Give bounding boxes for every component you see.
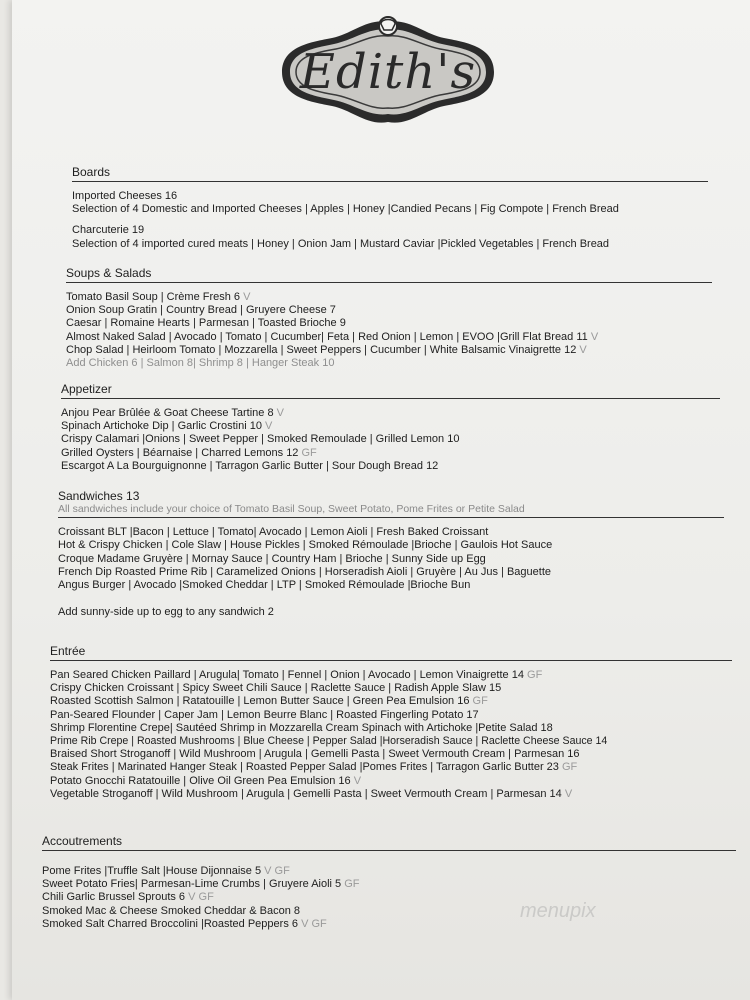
diet-tag: GF (561, 761, 578, 774)
diet-tag: V (579, 343, 587, 356)
menu-line: Croque Madame Gruyère | Mornay Sauce | Country Ham | Brioche | Sunny Side up Egg (58, 552, 486, 565)
menu-line: Prime Rib Crepe | Roasted Mushrooms | Blue Cheese | Pepper Salad |Horseradish Sauce | Raclette Cheese Sauce 14 (50, 735, 608, 748)
brand-name: Edith's (299, 44, 477, 100)
menu-line: Roasted Scottish Salmon | Ratatouille | Lemon Butter Sauce | Green Pea Emulsion 16 GF (50, 695, 488, 708)
boards-section (72, 165, 708, 251)
soups-addons: Add Chicken 6 | Salmon 8| Shrimp 8 | Hanger Steak 10 (66, 357, 335, 370)
watermark: menupix (520, 900, 596, 922)
diet-tag: V (276, 407, 284, 419)
accoutrements-section (42, 834, 736, 931)
sandwiches-section (58, 490, 724, 619)
menu-line: Caesar | Romaine Hearts | Parmesan | Toasted Brioche 9 (66, 317, 346, 330)
appetizer-section (61, 382, 720, 473)
menu-line: Grilled Oysters | Béarnaise | Charred Lemons 12 GF (61, 446, 317, 459)
menu-line: Chili Garlic Brussel Sprouts 6 V GF (42, 891, 214, 904)
menu-line: Crispy Calamari |Onions | Sweet Pepper | Smoked Remoulade | Grilled Lemon 10 (61, 433, 460, 446)
menu-line: Crispy Chicken Croissant | Spicy Sweet Chili Sauce | Raclette Sauce | Radish Apple Slaw 15 (50, 682, 502, 695)
diet-tag: V GF (301, 917, 327, 930)
sandwiches-title: Sandwiches 13 (58, 489, 140, 503)
board-item-name: Imported Cheeses 16 (72, 190, 178, 202)
menu-line: Tomato Basil Soup | Crème Fresh 6 V (66, 291, 251, 303)
menu-line: Hot & Crispy Chicken | Cole Slaw | House Pickles | Smoked Rémoulade |Brioche | Gaulois Hot Sauce (58, 539, 553, 552)
sandwiches-note: All sandwiches include your choice of Tomato Basil Soup, Sweet Potato, Pome Frites or Petite Salad (58, 503, 724, 518)
board-item-desc: Selection of 4 Domestic and Imported Cheeses | Apples | Honey |Candied Pecans | Fig Compote | French Bread (72, 203, 619, 216)
menu-line: Vegetable Stroganoff | Wild Mushroom | Arugula | Gemelli Pasta | Sweet Vermouth Cream | Parmesan 14 V (50, 787, 573, 800)
menu-line: Almost Naked Salad | Avocado | Tomato | Cucumber| Feta | Red Onion | Lemon | EVOO |Grill Flat Bread 11 V (66, 330, 599, 343)
diet-tag: V (590, 330, 599, 343)
menu-line: Shrimp Florentine Crepe| Sautéed Shrimp in Mozzarella Cream Spinach with Artichoke |Petite Salad 18 (50, 721, 553, 734)
menu-line: Chop Salad | Heirloom Tomato | Mozzarella | Sweet Peppers | Cucumber | White Balsamic Vinaigrette 12 V (66, 343, 587, 356)
board-item-desc: Selection of 4 imported cured meats | Honey | Onion Jam | Mustard Caviar |Pickled Vegetables | French Bread (72, 237, 610, 250)
menu-line: Pan Seared Chicken Paillard | Arugula| Tomato | Fennel | Onion | Avocado | Lemon Vinaigrette 14 GF (50, 669, 543, 681)
menu-line: Angus Burger | Avocado |Smoked Cheddar | LTP | Smoked Rémoulade |Brioche Bun (58, 579, 471, 592)
entree-title: Entrée (50, 644, 732, 661)
accoutrements-title: Accoutrements (42, 834, 736, 851)
diet-tag: GF (472, 695, 488, 708)
menu-line: Smoked Salt Charred Broccolini |Roasted Peppers 6 V GF (42, 917, 327, 930)
menu-line: Pan-Seared Flounder | Caper Jam | Lemon Beurre Blanc | Roasted Fingerling Potato 17 (50, 708, 479, 721)
diet-tag: V GF (264, 865, 290, 877)
entree-section (50, 644, 732, 801)
diet-tag: GF (344, 878, 360, 891)
menu-line: Smoked Mac & Cheese Smoked Cheddar & Bacon 8 (42, 904, 301, 917)
menu-line: Pome Frites |Truffle Salt |House Dijonnaise 5 V GF (42, 865, 290, 877)
soups-title: Soups & Salads (66, 266, 712, 283)
diet-tag: V (243, 291, 251, 303)
diet-tag: V (564, 787, 573, 800)
board-item-name: Charcuterie 19 (72, 224, 145, 237)
diet-tag: GF (301, 446, 317, 459)
menu-line: Spinach Artichoke Dip | Garlic Crostini 10 V (61, 420, 273, 433)
boards-title: Boards (72, 165, 708, 182)
diet-tag: V (265, 420, 273, 433)
appetizer-title: Appetizer (61, 382, 720, 399)
diet-tag: V GF (188, 891, 214, 904)
diet-tag: V (353, 774, 362, 787)
sandwiches-extra: Add sunny-side up to egg to any sandwich 2 (58, 606, 274, 619)
diet-tag: GF (527, 669, 543, 681)
soups-salads-section (66, 266, 712, 370)
menu-line: Escargot A La Bourguignonne | Tarragon Garlic Butter | Sour Dough Bread 12 (61, 459, 439, 472)
menu-line: Potato Gnocchi Ratatouille | Olive Oil Green Pea Emulsion 16 V (50, 774, 362, 787)
menu-line: Braised Short Stroganoff | Wild Mushroom | Arugula | Gemelli Pasta | Sweet Vermouth Cream | Parmesan 16 (50, 748, 580, 761)
menu-line: Croissant BLT |Bacon | Lettuce | Tomato| Avocado | Lemon Aioli | Fresh Baked Croissant (58, 526, 489, 539)
menu-line: Sweet Potato Fries| Parmesan-Lime Crumbs | Gruyere Aioli 5 GF (42, 878, 360, 891)
menu-line: Anjou Pear Brûlée & Goat Cheese Tartine 8 V (61, 407, 284, 419)
menu-line: French Dip Roasted Prime Rib | Caramelized Onions | Horseradish Aioli | Gruyère | Au Jus | Baguette (58, 565, 552, 578)
menu-line: Onion Soup Gratin | Country Bread | Gruyere Cheese 7 (66, 304, 336, 317)
ediths-logo (272, 8, 504, 136)
menu-line: Steak Frites | Marinated Hanger Steak | Roasted Pepper Salad |Pomes Frites | Tarragon Garlic Butter 23 GF (50, 761, 578, 774)
